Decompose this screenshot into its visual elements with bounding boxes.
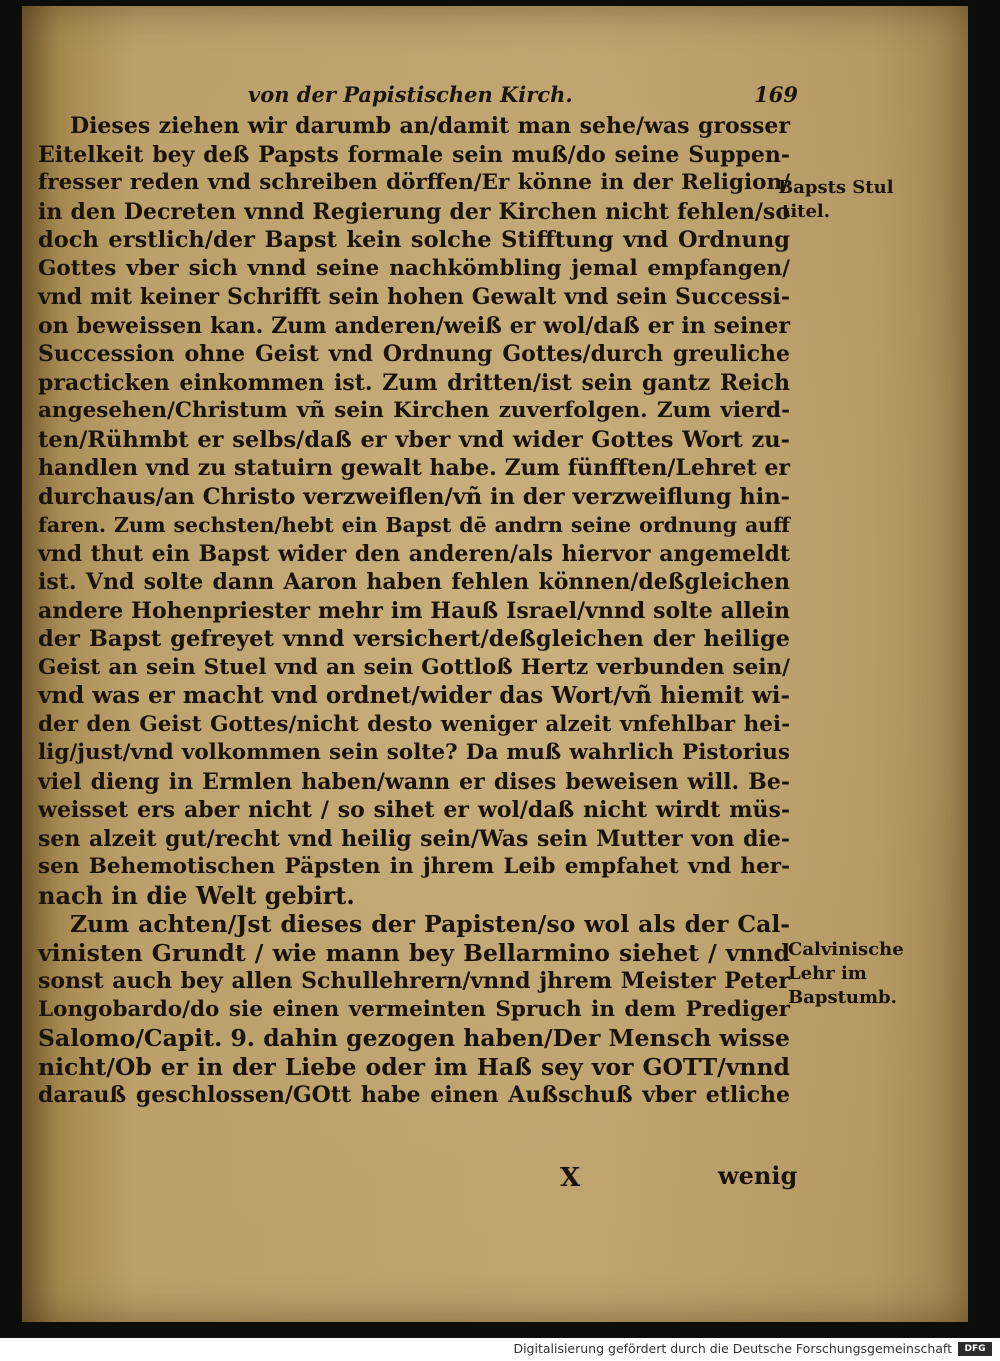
text-line: angesehen/Christum vñ sein Kirchen zuverfolgen. Zum vierd- [38,398,790,423]
text-line: on beweissen kan. Zum anderen/weiß er wol/daß er in seiner [38,312,790,339]
text-line: vnd thut ein Bapst wider den anderen/als hiervor angemeldt [38,540,790,567]
text-line: andere Hohenpriester mehr im Hauß Israel/vnnd solte allein [38,597,790,624]
text-line: durchaus/an Christo verzweiflen/vñ in der verzweiflung hin- [38,483,790,510]
text-line: sonst auch bey allen Schullehrern/vnnd jhrem Meister Peter [38,968,790,994]
text-line: weisset ers aber nicht / so sihet er wol/daß nicht wirdt müs- [38,797,790,823]
text-line: doch erstlich/der Bapst kein solche Stifftung vnd Ordnung [38,227,790,253]
text-line: ten/Rühmbt er selbs/daß er vber vnd wider Gottes Wort zu- [38,426,790,453]
text-line: Gottes vber sich vnnd seine nachkömbling jemal empfangen/ [38,255,790,281]
margin-note-line: Bapstumb. [788,987,897,1008]
text-line: Geist an sein Stuel vnd an sein Gottloß Hertz verbunden sein/ [38,654,790,680]
text-line: Longobardo/do sie einen vermeinten Spruch in dem Prediger [38,996,790,1022]
text-line: lig/just/vnd volkommen sein solte? Da muß wahrlich Pistorius [38,740,790,765]
text-line: vinisten Grundt / wie mann bey Bellarmino siehet / vnnd [38,938,790,967]
margin-note-calvinist-doctrine [778,938,904,1010]
page-number: 169 [754,82,798,107]
text-line: nicht/Ob er in der Liebe oder im Haß sey vor GOTT/vnnd [38,1052,790,1081]
funding-credit: Digitalisierung gefördert durch die Deutsche Forschungsgemeinschaft [513,1341,952,1356]
running-head: von der Papistischen Kirch. [248,82,573,107]
catchword: wenig [718,1161,798,1190]
margin-note-line: titel. [782,201,831,222]
margin-note-line: Calvinische [788,939,904,960]
text-line: vnd was er macht vnd ordnet/wider das Wort/vñ hiemit wi- [38,682,790,709]
text-line: sen Behemotischen Päpsten in jhrem Leib empfahet vnd her- [38,854,790,879]
text-line: fresser reden vnd schreiben dörffen/Er könne in der Religion/ [38,170,790,195]
margin-note-line: Lehr im [788,963,867,984]
text-line: Succession ohne Geist vnd Ordnung Gottes/durch greuliche [38,341,790,367]
text-line: Salomo/Capit. 9. dahin gezogen haben/Der Mensch wisse [38,1024,790,1052]
signature-mark: X [560,1163,581,1193]
text-line: practicken einkommen ist. Zum dritten/ist sein gantz Reich [38,369,790,396]
text-line: Eitelkeit bey deß Papsts formale sein muß/do seine Suppen- [38,141,790,168]
text-line: der den Geist Gottes/nicht desto weniger alzeit vnfehlbar hei- [38,711,790,737]
margin-note-papal-title [778,176,894,224]
text-line: ist. Vnd solte dann Aaron haben fehlen können/deßgleichen [38,569,790,595]
margin-note-line: Bapsts Stul [778,177,894,198]
text-line: viel dieng in Ermlen haben/wann er dises beweisen will. Be- [38,768,790,795]
text-line: in den Decreten vnnd Regierung der Kirchen nicht fehlen/so [38,198,790,225]
text-line: handlen vnd zu statuirn gewalt habe. Zum fünfften/Lehret er [38,455,790,481]
text-line: Dieses ziehen wir darumb an/damit man sehe/was grosser [70,113,790,139]
text-line: faren. Zum sechsten/hebt ein Bapst dē andrn seine ordnung auff [38,513,790,537]
body-text [38,112,790,1110]
page-header [238,82,798,112]
dfg-logo: DFG [958,1342,992,1356]
text-line: Zum achten/Jst dieses der Papisten/so wol als der Cal- [70,910,790,938]
text-line: darauß geschlossen/GOtt habe einen Außschuß vber etliche [38,1082,790,1108]
text-line: der Bapst gefreyet vnnd versichert/deßgleichen der heilige [38,626,790,652]
footer [0,1338,1000,1361]
text-line: vnd mit keiner Schrifft sein hohen Gewalt vnd sein Successi- [38,284,790,310]
text-line: nach in die Welt gebirt. [38,880,355,910]
text-line: sen alzeit gut/recht vnd heilig sein/Was sein Mutter von die- [38,825,790,852]
